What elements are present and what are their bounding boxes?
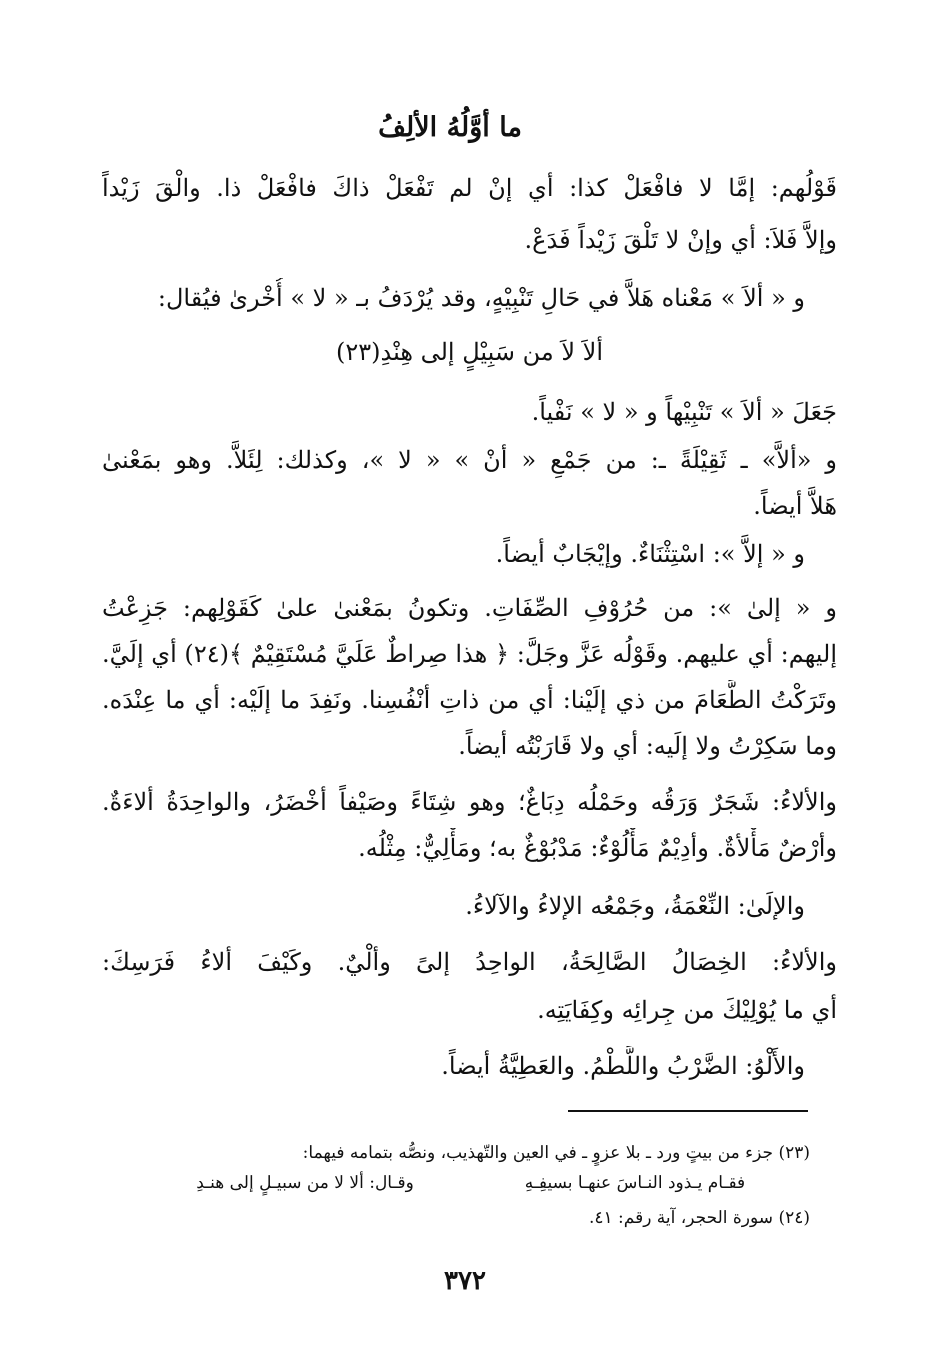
text-line: والإلَىٰ: النِّعْمَةُ، وجَمْعُه الإلاءُ والآلاءُ.: [465, 892, 805, 920]
page-title: ما أوَّلُهُ الألِفُ: [378, 112, 522, 143]
text-line: و « إلاَّ »: اسْتِثْنَاءٌ. وإيْجَابٌ أيضاً.: [495, 540, 805, 568]
text-line: قَوْلُهم: إمَّا لا فافْعَلْ كذا: أي إنْ لم تَفْعَلْ ذاكَ فافْعَلْ ذا. والْقَ زَيْداً: [102, 174, 837, 202]
footnote-24: (٢٤) سورة الحجر، آية رقم: ٤١.: [588, 1208, 810, 1228]
verse-first-half: فقـام يـذود النـاسَ عنهـا بسيفِـهِ: [524, 1173, 746, 1193]
text-line: والألاءُ: شَجَرٌ وَرَقُه وحَمْلُه دِبَاغٌ؛ وهو شِتَاءً وصَيْفاً أخْضَرُ، والواحِدَةُ ألاءَةٌ.: [102, 788, 837, 816]
text-line: و « ألاَ » مَعْناه هَلاَّ في حَالِ تَنْبِيْهٍ، وقد يُرْدَفُ بـ « لا » أُخْرىٰ فيُقال:: [157, 284, 805, 312]
text-line: و « إلىٰ »: من حُرُوْفِ الصِّفَاتِ. وتكونُ بمَعْنىٰ علىٰ كَقَوْلِهم: جَزِعْتُ: [102, 594, 837, 622]
footnote-divider: [568, 1110, 808, 1112]
text-line: أي ما يُوْلِيْكَ من جِرائِه وكِفَايَتِه.: [537, 996, 837, 1024]
text-line: وما سَكِرْتُ ولا إلَيه: أي ولا قَارَبْتُه أيضاً.: [458, 732, 837, 760]
text-line: هَلاَّ أيضاً.: [753, 492, 837, 520]
text-line: جَعَلَ « ألاَ » تَنْبِيْهاً و « لا » نَفْياً.: [531, 398, 837, 426]
verse-line: ألاَ لاَ من سَبِيْلٍ إلى هِنْدِ(٢٣): [335, 338, 604, 366]
text-line: إليهم: أي عليهم. وقَوْلُه عَزَّ وجَلَّ: ﴿ هذا صِراطٌ عَلَيَّ مُسْتَقِيْمٌ ﴾(٢٤) أي إلَيَّ.: [102, 640, 837, 668]
footnote-verse: [110, 1170, 800, 1196]
text-line: و «ألاَّ» ـ ثَقِيْلَةً ـ: من جَمْعِ « أنْ » « لا »، وكذلك: لِئَلاَّ. وهو بمَعْنىٰ: [102, 446, 837, 474]
text-line: وإلاَّ فَلاَ: أي وإنْ لا تَلْقَ زَيْداً فَدَعْ.: [524, 226, 837, 254]
text-line: والأَلْوُ: الضَّرْبُ واللَّطْمُ. والعَطِيَّةُ أيضاً.: [441, 1052, 805, 1080]
text-line: وأرْضٌ مَأْلأةٌ. وأدِيْمٌ مَأْلُوْءٌ: مَدْبُوْغٌ به؛ ومَأْلِيٌّ: مِثْلُه.: [358, 834, 837, 862]
verse-second-half: وقـال: ألا لا من سبيـلٍ إلى هنـدِ: [196, 1173, 414, 1193]
page-number: ٣٧٢: [444, 1266, 486, 1296]
text-line: والألاءُ: الخِصَالُ الصَّالِحَةُ، الواحِدُ إلىً وألْيٌ. وكَيْفَ ألاءُ فَرَسِكَ:: [102, 948, 837, 976]
text-line: وتَرَكْتُ الطَّعَامَ من ذي إلَيْنا: أي من ذاتِ أنْفُسِنا. ونَفِدَ ما إلَيْه: أي ما عِنْدَه.: [102, 686, 837, 714]
footnote-23: (٢٣) جزء من بيتٍ ورد ـ بلا عزوٍ ـ في العين والتّهذيب، ونصُّه بتمامه فيهما:: [302, 1143, 810, 1163]
